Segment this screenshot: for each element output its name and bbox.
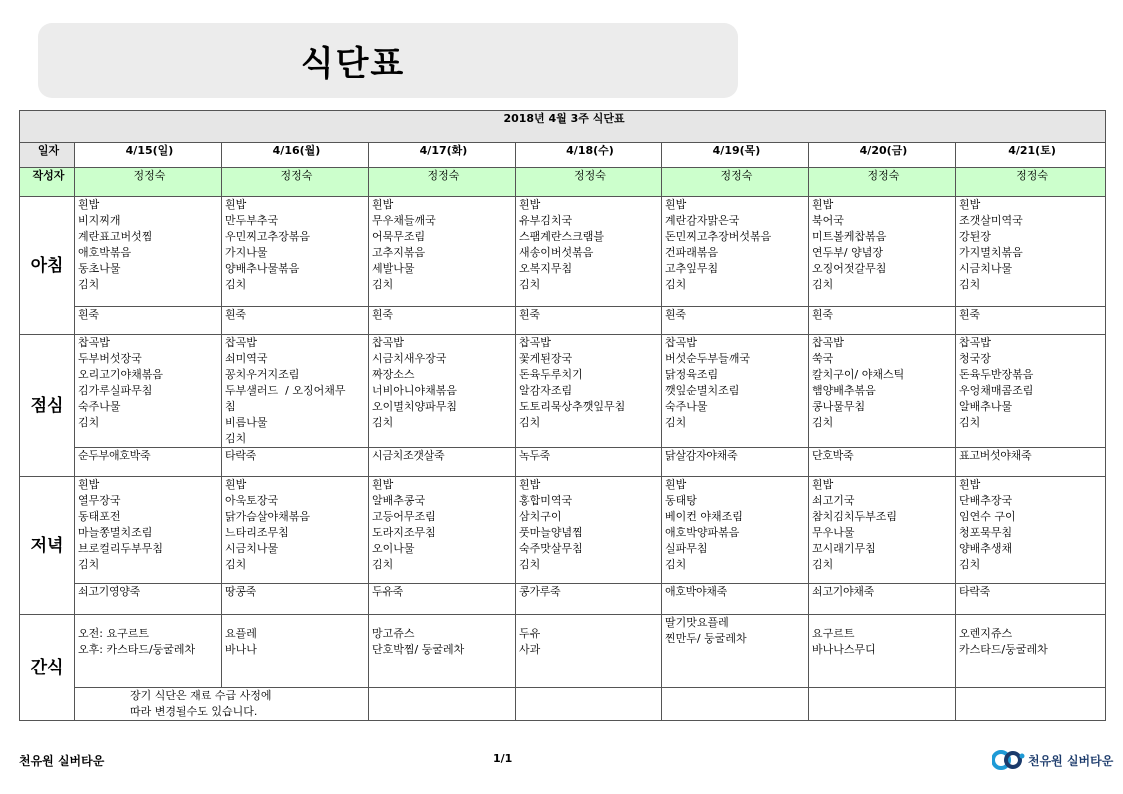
table-row <box>20 477 1106 584</box>
table-row <box>20 197 1106 307</box>
lunch-porridge-cell: 타락죽 <box>222 448 369 477</box>
dinner-menu-cell: 흰밥 단배추장국 임연수 구이 청포묵무침 양배추생채 김치 <box>956 477 1106 584</box>
lunch-menu-cell: 찹곡밥 쇠미역국 꽁치우거지조림 두부샐러드 / 오징어채무 침 비름나물 김치 <box>222 335 369 448</box>
lunch-menu-cell: 찹곡밥 버섯순두부들깨국 닭정육조림 깻잎순멸치조림 숙주나물 김치 <box>662 335 809 448</box>
snack-cell: 요플레 바나나 <box>222 615 369 688</box>
author-label: 작성자 <box>20 168 75 197</box>
snack-label: 간식 <box>20 615 75 721</box>
dinner-menu-cell: 흰밥 홍합미역국 삼치구이 풋마늘양념찜 숙주맛살무침 김치 <box>516 477 662 584</box>
lunch-menu-cell: 찹곡밥 두부버섯장국 오리고기야채볶음 김가루실파무침 숙주나물 김치 <box>75 335 222 448</box>
table-row <box>20 448 1106 477</box>
breakfast-menu-cell: 흰밥 비지찌개 계란표고버섯찜 애호박볶음 동초나물 김치 <box>75 197 222 307</box>
lunch-porridge-cell: 표고버섯야채죽 <box>956 448 1106 477</box>
lunch-porridge-cell: 녹두죽 <box>516 448 662 477</box>
weekly-menu-table <box>19 110 1106 721</box>
lunch-porridge-cell: 시금치조갯살죽 <box>369 448 516 477</box>
logo-icon <box>992 748 1028 772</box>
lunch-porridge-cell: 단호박죽 <box>809 448 956 477</box>
dinner-label: 저녁 <box>20 477 75 615</box>
table-row <box>20 307 1106 335</box>
date-cell: 4/18(수) <box>516 143 662 168</box>
snack-cell: 요구르트 바나나스무디 <box>809 615 956 688</box>
breakfast-porridge-cell: 흰죽 <box>222 307 369 335</box>
lunch-porridge-cell: 닭살감자야채죽 <box>662 448 809 477</box>
dinner-menu-cell: 흰밥 열무장국 동태포전 마늘쫑멸치조림 브로컬리두부무침 김치 <box>75 477 222 584</box>
table-title: 2018년 4월 3주 식단표 <box>20 111 1106 143</box>
empty-cell <box>516 688 662 721</box>
dinner-menu-cell: 흰밥 아욱토장국 닭가슴살야채볶음 느타리조무침 시금치나물 김치 <box>222 477 369 584</box>
author-cell: 정정숙 <box>516 168 662 197</box>
lunch-menu-cell: 찹곡밥 시금치새우장국 짜장소스 너비아니야채볶음 오이멸치양파무침 김치 <box>369 335 516 448</box>
breakfast-menu-cell: 흰밥 계란감자맑은국 돈민찌고추장버섯볶음 건파래볶음 고추잎무침 김치 <box>662 197 809 307</box>
breakfast-porridge-cell: 흰죽 <box>516 307 662 335</box>
document-title-box <box>38 23 738 98</box>
footer-org-name: 천유원 실버타운 <box>19 754 105 768</box>
author-cell: 정정숙 <box>662 168 809 197</box>
author-cell: 정정숙 <box>809 168 956 197</box>
dinner-menu-cell: 흰밥 알배추콩국 고등어무조림 도라지조무침 오이나물 김치 <box>369 477 516 584</box>
lunch-porridge-cell: 순두부애호박죽 <box>75 448 222 477</box>
breakfast-label: 아침 <box>20 197 75 335</box>
table-row <box>20 335 1106 448</box>
dinner-porridge-cell: 쇠고기야채죽 <box>809 584 956 615</box>
snack-cell: 딸기맛요플레 찐만두/ 둥굴레차 <box>662 615 809 688</box>
dinner-menu-cell: 흰밥 동태탕 베이컨 야채조림 애호박양파볶음 실파무침 김치 <box>662 477 809 584</box>
table-row <box>20 168 1106 197</box>
table-row <box>20 143 1106 168</box>
dinner-menu-cell: 흰밥 쇠고기국 참치김치두부조림 무우나물 꼬시래기무침 김치 <box>809 477 956 584</box>
breakfast-menu-cell: 흰밥 북어국 미트볼케찹볶음 연두부/ 양념장 오징어젓갈무침 김치 <box>809 197 956 307</box>
author-cell: 정정숙 <box>222 168 369 197</box>
author-cell: 정정숙 <box>956 168 1106 197</box>
breakfast-menu-cell: 흰밥 유부김치국 스팸계란스크램블 새송이버섯볶음 오복지무침 김치 <box>516 197 662 307</box>
author-cell: 정정숙 <box>369 168 516 197</box>
date-cell: 4/17(화) <box>369 143 516 168</box>
date-cell: 4/16(월) <box>222 143 369 168</box>
breakfast-porridge-cell: 흰죽 <box>369 307 516 335</box>
empty-cell <box>809 688 956 721</box>
date-cell: 4/19(목) <box>662 143 809 168</box>
snack-cell: 망고쥬스 단호박찜/ 둥굴레차 <box>369 615 516 688</box>
breakfast-menu-cell: 흰밥 조갯살미역국 강된장 가지멸치볶음 시금치나물 김치 <box>956 197 1106 307</box>
date-cell: 4/20(금) <box>809 143 956 168</box>
dinner-porridge-cell: 땅콩죽 <box>222 584 369 615</box>
page-number: 1/1 <box>493 752 513 765</box>
logo-text: 천유원 실버타운 <box>1028 753 1114 768</box>
lunch-menu-cell: 찹곡밥 쑥국 칼치구이/ 야채스틱 햄양배추볶음 콩나물무침 김치 <box>809 335 956 448</box>
notice-text: 장기 식단은 재료 수급 사정에 따라 변경될수도 있습니다. <box>75 688 369 721</box>
lunch-label: 점심 <box>20 335 75 477</box>
empty-cell <box>662 688 809 721</box>
dinner-porridge-cell: 두유죽 <box>369 584 516 615</box>
empty-cell <box>369 688 516 721</box>
date-label: 일자 <box>20 143 75 168</box>
dinner-porridge-cell: 애호박야채죽 <box>662 584 809 615</box>
table-row <box>20 584 1106 615</box>
breakfast-porridge-cell: 흰죽 <box>809 307 956 335</box>
breakfast-menu-cell: 흰밥 무우채들깨국 어묵무조림 고추지볶음 세발나물 김치 <box>369 197 516 307</box>
snack-cell: 오렌지쥬스 카스타드/둥굴레차 <box>956 615 1106 688</box>
author-cell: 정정숙 <box>75 168 222 197</box>
snack-cell: 오전: 요구르트 오후: 카스타드/둥굴레차 <box>75 615 222 688</box>
breakfast-porridge-cell: 흰죽 <box>662 307 809 335</box>
snack-cell: 두유 사과 <box>516 615 662 688</box>
date-cell: 4/15(일) <box>75 143 222 168</box>
breakfast-menu-cell: 흰밥 만두부추국 우민찌고추장볶음 가지나물 양배추나물볶음 김치 <box>222 197 369 307</box>
lunch-menu-cell: 찹곡밥 청국장 돈육두반장볶음 우엉채매콤조림 알배추나물 김치 <box>956 335 1106 448</box>
dinner-porridge-cell: 쇠고기영양죽 <box>75 584 222 615</box>
breakfast-porridge-cell: 흰죽 <box>956 307 1106 335</box>
date-cell: 4/21(토) <box>956 143 1106 168</box>
breakfast-porridge-cell: 흰죽 <box>75 307 222 335</box>
table-row <box>20 688 1106 721</box>
lunch-menu-cell: 찹곡밥 꽃게된장국 돈육두루치기 알감자조림 도토리묵상추깻잎무침 김치 <box>516 335 662 448</box>
dinner-porridge-cell: 타락죽 <box>956 584 1106 615</box>
empty-cell <box>956 688 1106 721</box>
table-row <box>20 615 1106 688</box>
dinner-porridge-cell: 콩가루죽 <box>516 584 662 615</box>
footer-logo <box>992 748 1113 772</box>
document-title: 식단표 <box>300 44 406 84</box>
